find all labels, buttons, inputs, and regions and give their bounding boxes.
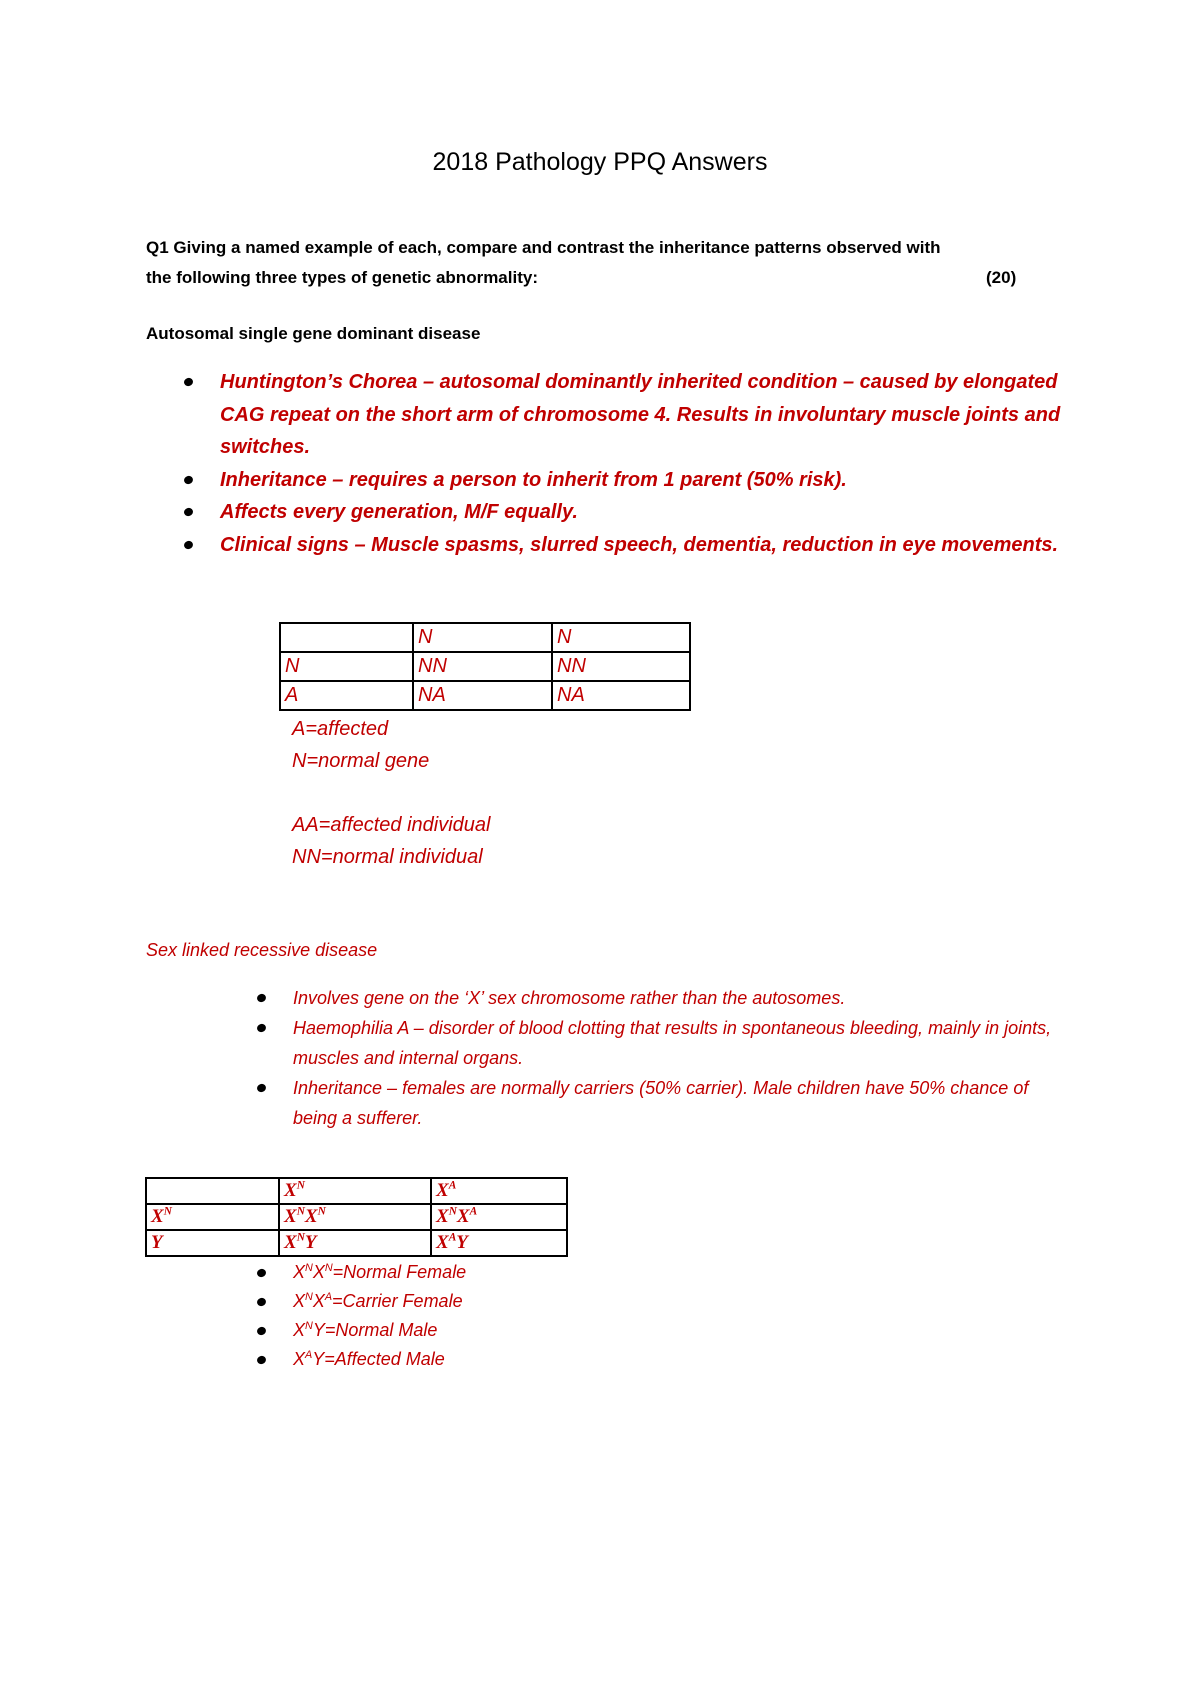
list-item-text: Huntington’s Chorea – autosomal dominantly inherited condition – caused by elongated CAG repeat on the short arm of chromosome 4. Results in involuntary muscle joints and switches.	[220, 371, 1061, 458]
section-heading-autosomal: Autosomal single gene dominant disease	[146, 324, 481, 343]
list-item-text: Inheritance – requires a person to inherit from 1 parent (50% risk).	[220, 468, 847, 491]
genotype-label: Y=Normal Male	[312, 1320, 438, 1340]
bullet-icon	[256, 1268, 267, 1279]
legend-normal-gene: N=normal gene	[292, 750, 430, 772]
table-cell: $X^AY$	[431, 1230, 567, 1256]
table-cell: N	[413, 623, 552, 652]
list-item	[184, 464, 1074, 497]
list-item-text: Clinical signs – Muscle spasms, slurred speech, dementia, reduction in eye movements.	[220, 533, 1059, 556]
table-cell: $X^N$	[146, 1204, 279, 1230]
list-item: $X^NX^N=Normal$ Female	[257, 1258, 466, 1287]
autosomal-bullet-list	[184, 366, 1074, 561]
table-cell: $X^A$	[431, 1178, 567, 1204]
list-item-text: Affects every generation, M/F equally.	[220, 501, 578, 523]
list-item	[184, 529, 1074, 562]
bullet-icon	[256, 1326, 267, 1337]
legend-normal-individual: NN=normal individual	[292, 846, 483, 868]
list-item-text: Involves gene on the ‘X’ sex chromosome rather than the autosomes.	[293, 988, 846, 1008]
bullet-icon	[256, 1355, 267, 1366]
list-item	[184, 496, 1074, 529]
legend-affected-individual: AA=affected individual	[292, 814, 491, 836]
bullet-icon	[256, 1083, 267, 1094]
question-text-line2-content: the following three types of genetic abnormality:	[146, 268, 538, 287]
bullet-icon	[256, 993, 267, 1004]
list-item	[257, 983, 1077, 1013]
table-cell	[280, 623, 413, 652]
table-cell: Y	[146, 1230, 279, 1256]
bullet-icon	[183, 474, 194, 485]
punnett-square-sex-linked	[145, 1177, 568, 1257]
table-cell: $X^NY$	[279, 1230, 431, 1256]
bullet-icon	[256, 1297, 267, 1308]
question-marks: (20)	[986, 268, 1017, 287]
sex-linked-bullet-list	[257, 983, 1077, 1133]
question-text-line2	[146, 268, 1186, 288]
genotype-label: Y=Affected Male	[312, 1349, 445, 1369]
list-item: $X^NX^A=Carrier$ Female	[257, 1287, 466, 1316]
table-row	[280, 623, 690, 652]
list-item	[257, 1013, 1077, 1073]
table-cell: NN	[552, 652, 690, 681]
table-cell: $X^NX^N$	[279, 1204, 431, 1230]
table-row	[280, 681, 690, 710]
table-cell: $X^NX^A$	[431, 1204, 567, 1230]
table-row	[280, 652, 690, 681]
table-cell: A	[280, 681, 413, 710]
bullet-icon	[183, 507, 194, 518]
question-text-line1: Q1 Giving a named example of each, compare and contrast the inheritance patterns observed with	[146, 238, 941, 257]
table-row	[146, 1230, 567, 1256]
table-cell: NA	[552, 681, 690, 710]
list-item: $X^NY=Normal$ Male	[257, 1316, 466, 1345]
table-cell: $X^N$	[279, 1178, 431, 1204]
table-cell: N	[552, 623, 690, 652]
bullet-icon	[183, 377, 194, 388]
table-row	[146, 1178, 567, 1204]
list-item	[184, 366, 1074, 464]
genotype-label: =Carrier Female	[332, 1291, 463, 1311]
table-cell: NA	[413, 681, 552, 710]
table-cell	[146, 1178, 279, 1204]
table-row	[146, 1204, 567, 1230]
punnett-square-autosomal	[279, 622, 691, 711]
legend-affected: A=affected	[292, 718, 389, 740]
section-heading-sex-linked: Sex linked recessive disease	[146, 940, 378, 960]
table-cell: N	[280, 652, 413, 681]
list-item: $X^AY=Affected$ Male	[257, 1345, 466, 1374]
table-cell: NN	[413, 652, 552, 681]
bullet-icon	[183, 539, 194, 550]
list-item-text: Inheritance – females are normally carriers (50% carrier). Male children have 50% chance of being a sufferer.	[293, 1078, 1029, 1128]
genotype-bullet-list	[257, 1258, 466, 1374]
list-item-text: Haemophilia A – disorder of blood clotting that results in spontaneous bleeding, mainly in joints, muscles and internal organs.	[293, 1018, 1052, 1068]
list-item	[257, 1073, 1077, 1133]
genotype-label: =Normal Female	[332, 1262, 467, 1282]
document-title: 2018 Pathology PPQ Answers	[432, 148, 768, 176]
bullet-icon	[256, 1023, 267, 1034]
